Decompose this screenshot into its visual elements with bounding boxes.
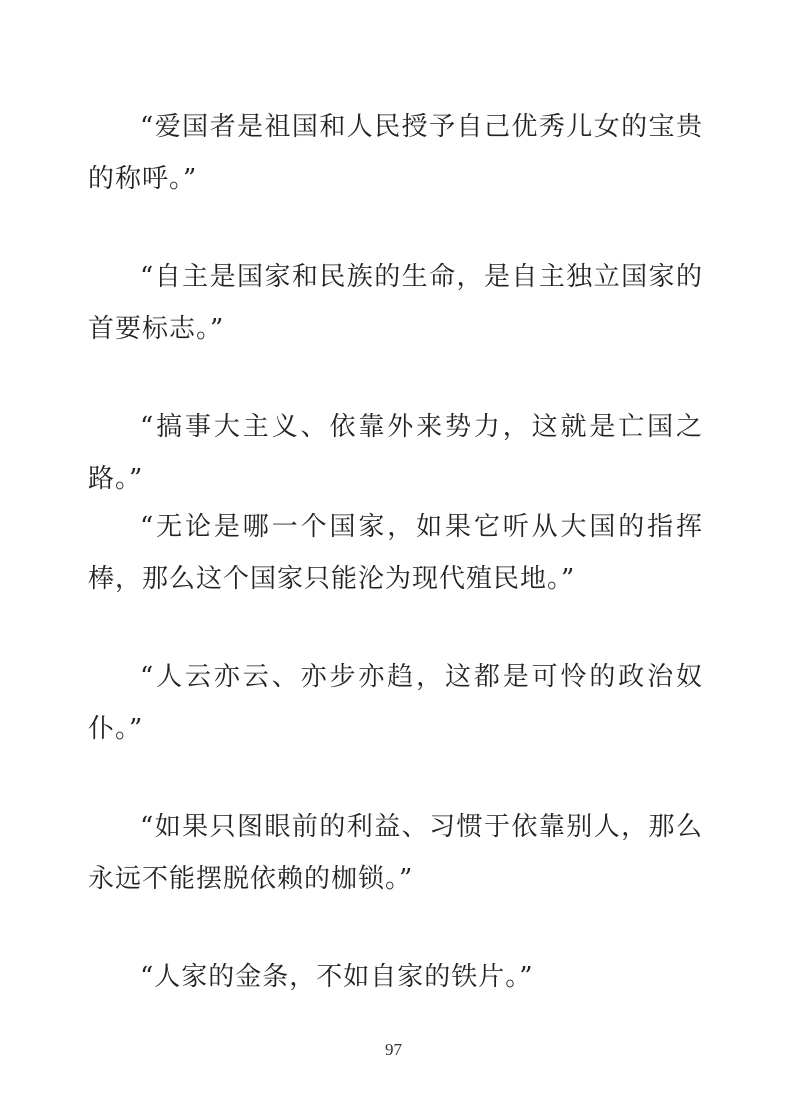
quote-paragraph-7: “人家的金条，不如自家的铁片。” xyxy=(140,962,534,992)
quote-paragraph-3: “搞事大主义、依靠外来势力，这就是亡国之路。” xyxy=(88,412,703,494)
page-number: 97 xyxy=(385,1040,402,1059)
quote-paragraph-2: “自主是国家和民族的生命，是自主独立国家的首要标志。” xyxy=(88,262,703,344)
quote-paragraph-6: “如果只图眼前的利益、习惯于依靠别人，那么永远不能摆脱依赖的枷锁。” xyxy=(88,812,703,894)
quote-paragraph-1: “爱国者是祖国和人民授予自己优秀儿女的宝贵的称呼。” xyxy=(88,112,703,194)
quote-paragraph-4: “无论是哪一个国家，如果它听从大国的指挥棒，那么这个国家只能沦为现代殖民地。” xyxy=(88,512,703,594)
quote-paragraph-5: “人云亦云、亦步亦趋，这都是可怜的政治奴仆。” xyxy=(88,662,703,744)
